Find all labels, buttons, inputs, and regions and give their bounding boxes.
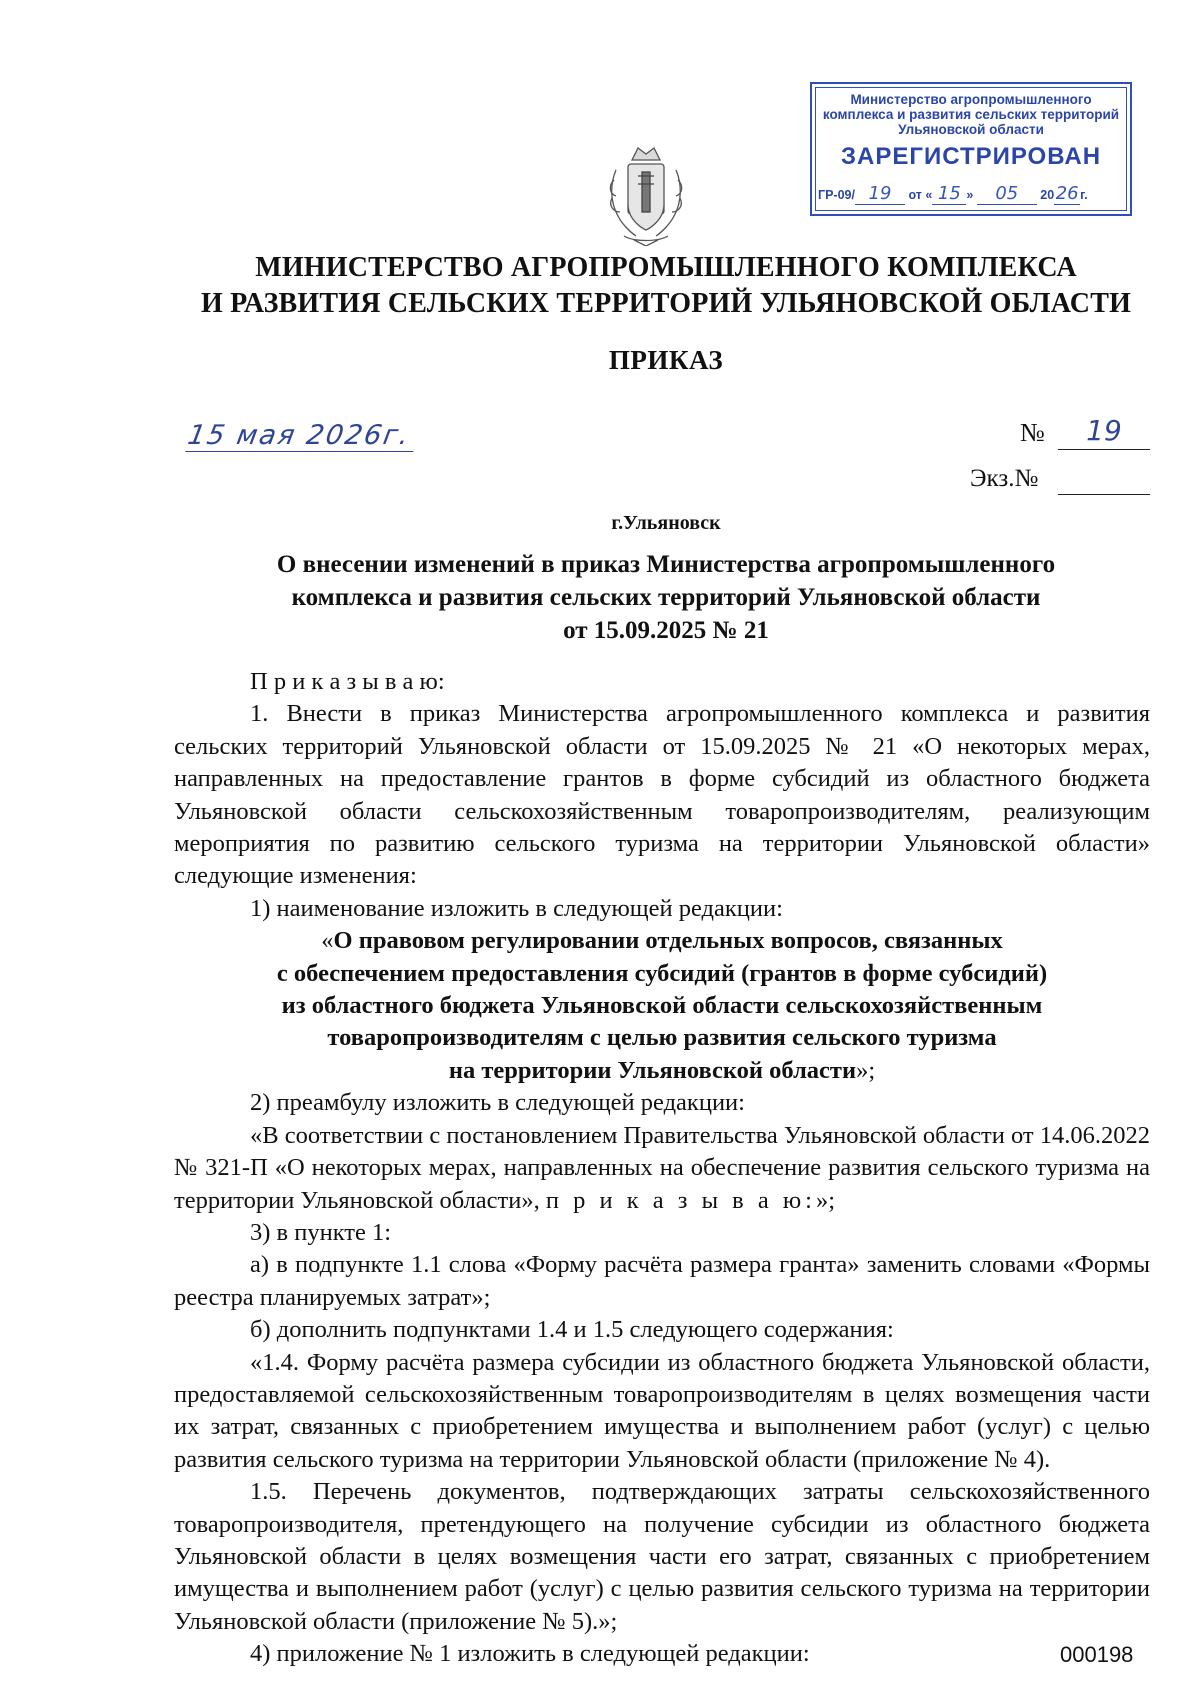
item-2-text [174, 1120, 1150, 1217]
subject-heading [120, 548, 1200, 647]
new-title-line-2: с обеспечением предоставления субсидий (грантов в форме субсидий) [276, 959, 1048, 987]
item-2: 2) преамбулу изложить в следующей редакции: [250, 1089, 745, 1117]
document-type: ПРИКАЗ [608, 345, 724, 375]
paragraph-1: 1. Внести в приказ Министерства агропромышленного комплекса и развития сельских территорий Ульяновской области от 15.09.2025 № 21 «О некоторых мерах, направленных на предоставление грантов в форме субсидий из областного бюджета Ульяновской области сельскохозяйственным товаропроизводителям, реализующим мероприятия по развитию сельского туризма на территории Ульяновской области» следующие изменения: [174, 700, 1150, 890]
new-title-line-3: из областного бюджета Ульяновской области сельскохозяйственным [281, 992, 1043, 1020]
stamp-day: 15 [932, 183, 966, 205]
title-text-1: О правовом регулировании отдельных вопросов, связанных [333, 927, 1003, 955]
stamp-reg-number: 19 [855, 183, 905, 205]
stamp-status: ЗАРЕГИСТРИРОВАН [840, 143, 1102, 170]
item-1-1: 1) наименование изложить в следующей редакции: [250, 894, 783, 922]
new-title-line-4: товаропроизводителям с целью развития сельского туризма [327, 1024, 997, 1052]
stamp-year-suffix: 26 [1055, 183, 1079, 204]
item-3a: а) в подпункте 1.1 слова «Форму расчёта размера гранта» заменить словами «Формы реестра планируемых затрат»; [174, 1251, 1150, 1311]
handwritten-date: 15 мая 2026г. [185, 420, 419, 452]
page-code: 000198 [1060, 1642, 1134, 1667]
stamp-line-1: Министерство агропромышленного [850, 92, 1092, 107]
registration-stamp [810, 82, 1132, 216]
stamp-month: 05 [977, 183, 1037, 205]
subject-line-1: О внесении изменений в приказ Министерства агропромышленного [276, 551, 1056, 578]
stamp-line-3: Ульяновской области [898, 122, 1044, 137]
coat-of-arms-emblem [604, 140, 688, 246]
stamp-registration-row [818, 183, 1124, 205]
subject-line-3: от 15.09.2025 № 21 [563, 617, 769, 644]
stamp-year-end: г. [1080, 188, 1088, 202]
preamble-end: »; [815, 1186, 836, 1214]
item-3: 3) в пункте 1: [250, 1218, 392, 1246]
new-title-line-5 [174, 1055, 1150, 1087]
stamp-reg-prefix: ГР-09/ [818, 188, 855, 202]
item-3b-1-5: 1.5. Перечень документов, подтверждающих затраты сельскохозяйственного товаропроизводителя, претендующего на получение субсидии из областного бюджета Ульяновской области в целях возмещения части его затрат, связанных с приобретением имущества и выполнением работ (услуг) с целью развития сельского туризма на территории Ульяновской области (приложение № 5).»; [174, 1478, 1150, 1635]
ministry-heading [120, 250, 1200, 322]
number-label: № [1020, 418, 1045, 447]
handwritten-number: 19 [1058, 414, 1150, 450]
new-title-block [174, 925, 1150, 1087]
item-4: 4) приложение № 1 изложить в следующей редакции: [250, 1640, 810, 1668]
title-open-quote: « [321, 927, 334, 955]
preamble-text: «В соответствии с постановлением Правительства Ульяновской области от 14.06.2022 № 321-П «О некоторых мерах, направленных на обеспечение развития сельского туризма на территории Ульяновской области», [174, 1121, 1150, 1214]
new-title-line-1 [174, 925, 1150, 957]
title-close-quote: »; [856, 1056, 876, 1084]
city: г.Ульяновск [611, 512, 721, 534]
title-text-5: на территории Ульяновской области [448, 1056, 857, 1084]
document-body [174, 666, 1150, 1671]
preamble-spaced-word: п р и к а з ы в а ю: [545, 1186, 816, 1214]
ministry-line-1: МИНИСТЕРСТВО АГРОПРОМЫШЛЕННОГО КОМПЛЕКСА [255, 252, 1077, 283]
item-3b: б) дополнить подпунктами 1.4 и 1.5 следующего содержания: [250, 1316, 894, 1344]
stamp-mid-quote: » [966, 188, 974, 202]
copy-number-line [1058, 494, 1150, 495]
stamp-line-2: комплекса и развития сельских территорий [822, 107, 1120, 122]
stamp-from-label: от « [908, 188, 933, 202]
copy-number-label: Экз.№ [970, 465, 1039, 492]
item-3b-1-4: «1.4. Форму расчёта размера субсидии из областного бюджета Ульяновской области, предоставляемой сельскохозяйственным товаропроизводителям в целях возмещения части их затрат, связанных с приобретением имущества и выполнением работ (услуг) с целью развития сельского туризма на территории Ульяновской области (приложение № 4). [174, 1348, 1150, 1473]
subject-line-2: комплекса и развития сельских территорий Ульяновской области [291, 584, 1041, 611]
order-word: П р и к а з ы в а ю: [250, 668, 445, 695]
ministry-line-2: И РАЗВИТИЯ СЕЛЬСКИХ ТЕРРИТОРИЙ УЛЬЯНОВСКОЙ ОБЛАСТИ [200, 288, 1132, 319]
stamp-year-prefix: 20 [1040, 188, 1055, 202]
